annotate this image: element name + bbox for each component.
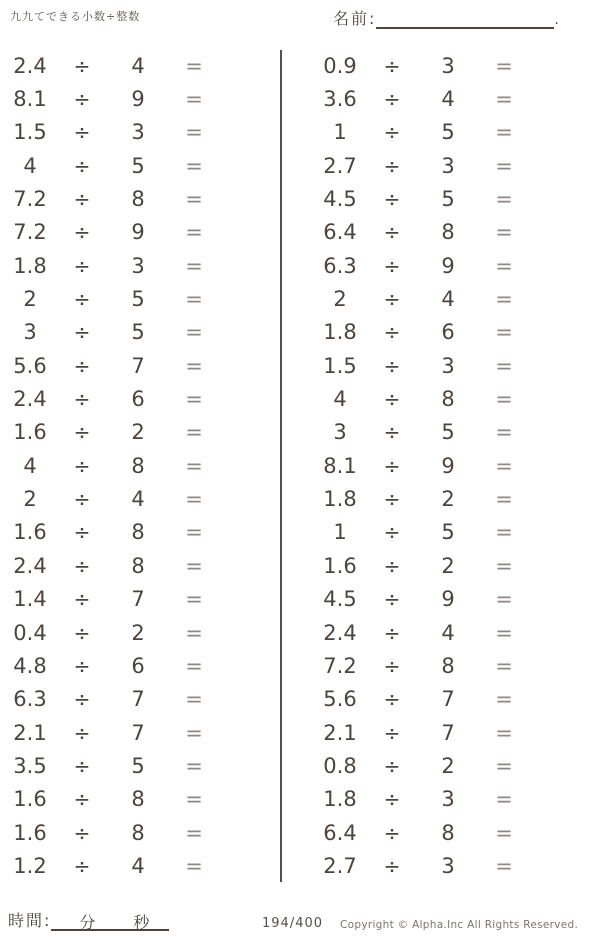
- problem-row: [316, 116, 532, 149]
- divide-sign: ÷: [383, 553, 401, 578]
- equals-sign: =: [185, 287, 203, 312]
- divisor: 8: [131, 187, 145, 212]
- dividend: 1.8: [323, 787, 357, 812]
- divide-sign: ÷: [383, 153, 401, 178]
- divisor: 4: [441, 287, 455, 312]
- equals-sign: =: [495, 87, 513, 112]
- problem-row: [6, 616, 222, 649]
- divisor: 2: [441, 487, 455, 512]
- divide-sign: ÷: [73, 153, 91, 178]
- problem-row: [316, 149, 532, 182]
- equals-sign: =: [495, 820, 513, 845]
- divide-sign: ÷: [73, 353, 91, 378]
- dividend: 6.3: [323, 253, 357, 278]
- dividend: 4.5: [323, 587, 357, 612]
- divide-sign: ÷: [73, 320, 91, 345]
- equals-sign: =: [495, 253, 513, 278]
- divide-sign: ÷: [383, 653, 401, 678]
- divisor: 6: [131, 387, 145, 412]
- divisor: 3: [441, 153, 455, 178]
- copyright-notice: Copyright © Alpha.Inc All Rights Reserved.: [340, 919, 579, 931]
- divide-sign: ÷: [383, 453, 401, 478]
- equals-sign: =: [185, 820, 203, 845]
- problem-row: [316, 583, 532, 616]
- divide-sign: ÷: [73, 520, 91, 545]
- equals-sign: =: [495, 187, 513, 212]
- divisor: 8: [131, 553, 145, 578]
- problem-row: [6, 716, 222, 749]
- divisor: 8: [131, 820, 145, 845]
- divide-sign: ÷: [73, 687, 91, 712]
- divide-sign: ÷: [73, 253, 91, 278]
- problem-row: [316, 249, 532, 282]
- equals-sign: =: [185, 720, 203, 745]
- problem-row: [6, 516, 222, 549]
- problem-row: [316, 516, 532, 549]
- dividend: 0.4: [13, 620, 47, 645]
- dividend: 7.2: [13, 187, 47, 212]
- dividend: 3.6: [323, 87, 357, 112]
- seconds-unit-label: 秒: [133, 913, 150, 932]
- problem-row: [6, 249, 222, 282]
- divide-sign: ÷: [383, 753, 401, 778]
- divisor: 3: [441, 353, 455, 378]
- dividend: 1.6: [323, 553, 357, 578]
- divide-sign: ÷: [73, 53, 91, 78]
- divide-sign: ÷: [383, 487, 401, 512]
- divisor: 4: [131, 53, 145, 78]
- problem-row: [316, 816, 532, 849]
- name-blank-line: [376, 10, 554, 29]
- dividend: 2.7: [323, 153, 357, 178]
- dividend: 2: [333, 287, 347, 312]
- equals-sign: =: [185, 53, 203, 78]
- dividend: 7.2: [13, 220, 47, 245]
- divide-sign: ÷: [383, 853, 401, 878]
- dividend: 2.1: [13, 720, 47, 745]
- problem-row: [6, 549, 222, 582]
- equals-sign: =: [185, 653, 203, 678]
- equals-sign: =: [185, 120, 203, 145]
- equals-sign: =: [495, 387, 513, 412]
- divide-sign: ÷: [383, 220, 401, 245]
- divide-sign: ÷: [383, 353, 401, 378]
- divide-sign: ÷: [383, 420, 401, 445]
- name-label: 名前:: [333, 9, 377, 28]
- divisor: 9: [441, 253, 455, 278]
- divisor: 8: [131, 453, 145, 478]
- divide-sign: ÷: [73, 587, 91, 612]
- divide-sign: ÷: [383, 320, 401, 345]
- equals-sign: =: [495, 787, 513, 812]
- divisor: 7: [441, 720, 455, 745]
- problem-row: [6, 316, 222, 349]
- problem-row: [6, 683, 222, 716]
- divisor: 3: [131, 253, 145, 278]
- problem-row: [6, 382, 222, 415]
- divide-sign: ÷: [73, 87, 91, 112]
- divisor: 2: [131, 620, 145, 645]
- divisor: 7: [131, 353, 145, 378]
- equals-sign: =: [185, 87, 203, 112]
- problem-row: [6, 749, 222, 782]
- page-number: 194/400: [262, 916, 324, 931]
- divide-sign: ÷: [73, 287, 91, 312]
- problem-row: [6, 849, 222, 882]
- dividend: 2.1: [323, 720, 357, 745]
- divisor: 3: [441, 53, 455, 78]
- equals-sign: =: [495, 120, 513, 145]
- problems-right: [316, 49, 532, 883]
- worksheet-title: 九九てできる小数÷整数: [10, 10, 141, 23]
- problem-row: [316, 616, 532, 649]
- problem-row: [316, 449, 532, 482]
- dividend: 4: [333, 387, 347, 412]
- divisor: 9: [131, 87, 145, 112]
- dividend: 1.8: [13, 253, 47, 278]
- divisor: 3: [131, 120, 145, 145]
- dividend: 0.9: [323, 53, 357, 78]
- equals-sign: =: [185, 687, 203, 712]
- divide-sign: ÷: [73, 853, 91, 878]
- problem-row: [316, 716, 532, 749]
- divisor: 5: [441, 187, 455, 212]
- divide-sign: ÷: [383, 520, 401, 545]
- dividend: 1.6: [13, 520, 47, 545]
- problem-row: [6, 416, 222, 449]
- problem-row: [6, 783, 222, 816]
- divide-sign: ÷: [383, 87, 401, 112]
- dividend: 8.1: [323, 453, 357, 478]
- equals-sign: =: [495, 587, 513, 612]
- equals-sign: =: [495, 753, 513, 778]
- divide-sign: ÷: [383, 620, 401, 645]
- dividend: 0.8: [323, 753, 357, 778]
- equals-sign: =: [185, 153, 203, 178]
- problem-row: [316, 749, 532, 782]
- divide-sign: ÷: [73, 620, 91, 645]
- problem-row: [6, 149, 222, 182]
- problem-row: [6, 583, 222, 616]
- problem-row: [316, 216, 532, 249]
- dividend: 2.4: [13, 387, 47, 412]
- divisor: 6: [131, 653, 145, 678]
- divisor: 8: [131, 520, 145, 545]
- time-block: [8, 908, 169, 931]
- divide-sign: ÷: [383, 587, 401, 612]
- divide-sign: ÷: [73, 820, 91, 845]
- equals-sign: =: [495, 853, 513, 878]
- dividend: 3.5: [13, 753, 47, 778]
- problem-row: [6, 49, 222, 82]
- problem-row: [316, 282, 532, 315]
- equals-sign: =: [185, 353, 203, 378]
- divide-sign: ÷: [73, 187, 91, 212]
- equals-sign: =: [495, 353, 513, 378]
- equals-sign: =: [495, 720, 513, 745]
- problem-row: [6, 116, 222, 149]
- equals-sign: =: [185, 487, 203, 512]
- equals-sign: =: [495, 420, 513, 445]
- dividend: 2: [23, 287, 37, 312]
- problem-row: [6, 349, 222, 382]
- dividend: 4.5: [323, 187, 357, 212]
- divisor: 2: [131, 420, 145, 445]
- equals-sign: =: [185, 420, 203, 445]
- divisor: 4: [131, 487, 145, 512]
- problem-row: [6, 449, 222, 482]
- dividend: 2.4: [323, 620, 357, 645]
- divide-sign: ÷: [383, 287, 401, 312]
- divisor: 5: [131, 153, 145, 178]
- dividend: 1.5: [13, 120, 47, 145]
- divide-sign: ÷: [73, 420, 91, 445]
- minutes-unit-label: 分: [79, 913, 96, 932]
- problem-row: [316, 649, 532, 682]
- divide-sign: ÷: [383, 120, 401, 145]
- dividend: 1.8: [323, 487, 357, 512]
- equals-sign: =: [185, 220, 203, 245]
- problem-row: [316, 683, 532, 716]
- dividend: 8.1: [13, 87, 47, 112]
- divisor: 8: [441, 220, 455, 245]
- equals-sign: =: [185, 787, 203, 812]
- divide-sign: ÷: [73, 487, 91, 512]
- problem-row: [6, 82, 222, 115]
- equals-sign: =: [185, 320, 203, 345]
- problem-row: [316, 382, 532, 415]
- divisor: 9: [441, 453, 455, 478]
- problem-row: [316, 349, 532, 382]
- divisor: 9: [441, 587, 455, 612]
- divisor: 5: [131, 287, 145, 312]
- divisor: 4: [441, 620, 455, 645]
- dividend: 1.6: [13, 820, 47, 845]
- divide-sign: ÷: [73, 787, 91, 812]
- divisor: 8: [441, 387, 455, 412]
- dividend: 1: [333, 520, 347, 545]
- divide-sign: ÷: [73, 720, 91, 745]
- dividend: 1.6: [13, 420, 47, 445]
- divisor: 7: [131, 720, 145, 745]
- divisor: 3: [441, 787, 455, 812]
- name-line-period: .: [554, 12, 559, 28]
- divisor: 5: [441, 420, 455, 445]
- dividend: 1.4: [13, 587, 47, 612]
- equals-sign: =: [185, 753, 203, 778]
- divisor: 5: [441, 120, 455, 145]
- equals-sign: =: [185, 253, 203, 278]
- divisor: 5: [441, 520, 455, 545]
- divisor: 7: [131, 687, 145, 712]
- divisor: 5: [131, 753, 145, 778]
- divisor: 4: [131, 853, 145, 878]
- dividend: 7.2: [323, 653, 357, 678]
- equals-sign: =: [185, 620, 203, 645]
- dividend: 1.5: [323, 353, 357, 378]
- dividend: 3: [333, 420, 347, 445]
- dividend: 4: [23, 453, 37, 478]
- equals-sign: =: [185, 853, 203, 878]
- divisor: 6: [441, 320, 455, 345]
- equals-sign: =: [185, 553, 203, 578]
- divide-sign: ÷: [383, 687, 401, 712]
- equals-sign: =: [495, 153, 513, 178]
- problem-row: [316, 82, 532, 115]
- problem-row: [316, 182, 532, 215]
- equals-sign: =: [185, 187, 203, 212]
- divide-sign: ÷: [73, 553, 91, 578]
- dividend: 2.7: [323, 853, 357, 878]
- divisor: 7: [441, 687, 455, 712]
- problems-left: [6, 49, 222, 883]
- equals-sign: =: [185, 587, 203, 612]
- problem-row: [316, 49, 532, 82]
- dividend: 5.6: [323, 687, 357, 712]
- problem-row: [6, 182, 222, 215]
- problem-row: [316, 783, 532, 816]
- divide-sign: ÷: [73, 120, 91, 145]
- problem-row: [316, 549, 532, 582]
- time-blank-line: [51, 910, 169, 931]
- divide-sign: ÷: [383, 787, 401, 812]
- equals-sign: =: [185, 453, 203, 478]
- equals-sign: =: [185, 387, 203, 412]
- divide-sign: ÷: [383, 253, 401, 278]
- dividend: 2.4: [13, 53, 47, 78]
- dividend: 5.6: [13, 353, 47, 378]
- equals-sign: =: [495, 653, 513, 678]
- dividend: 1.8: [323, 320, 357, 345]
- divisor: 3: [441, 853, 455, 878]
- problem-row: [316, 482, 532, 515]
- dividend: 1.2: [13, 853, 47, 878]
- problem-row: [6, 482, 222, 515]
- name-block: [333, 6, 559, 29]
- equals-sign: =: [495, 287, 513, 312]
- divide-sign: ÷: [73, 453, 91, 478]
- dividend: 4.8: [13, 653, 47, 678]
- divisor: 5: [131, 320, 145, 345]
- equals-sign: =: [495, 320, 513, 345]
- column-divider: [280, 50, 282, 882]
- equals-sign: =: [495, 453, 513, 478]
- divisor: 8: [131, 787, 145, 812]
- problem-row: [6, 216, 222, 249]
- problem-row: [316, 316, 532, 349]
- dividend: 6.4: [323, 820, 357, 845]
- divide-sign: ÷: [383, 53, 401, 78]
- time-label: 時間:: [8, 911, 52, 930]
- equals-sign: =: [185, 520, 203, 545]
- problem-row: [316, 849, 532, 882]
- divide-sign: ÷: [383, 387, 401, 412]
- divisor: 8: [441, 820, 455, 845]
- divide-sign: ÷: [73, 753, 91, 778]
- problem-row: [6, 649, 222, 682]
- divide-sign: ÷: [73, 653, 91, 678]
- divisor: 4: [441, 87, 455, 112]
- divisor: 2: [441, 753, 455, 778]
- equals-sign: =: [495, 620, 513, 645]
- problem-row: [6, 282, 222, 315]
- dividend: 6.4: [323, 220, 357, 245]
- divisor: 7: [131, 587, 145, 612]
- equals-sign: =: [495, 487, 513, 512]
- divide-sign: ÷: [383, 820, 401, 845]
- divisor: 8: [441, 653, 455, 678]
- equals-sign: =: [495, 53, 513, 78]
- equals-sign: =: [495, 553, 513, 578]
- equals-sign: =: [495, 220, 513, 245]
- dividend: 1.6: [13, 787, 47, 812]
- problem-row: [6, 816, 222, 849]
- equals-sign: =: [495, 520, 513, 545]
- divisor: 9: [131, 220, 145, 245]
- problem-row: [316, 416, 532, 449]
- dividend: 4: [23, 153, 37, 178]
- dividend: 6.3: [13, 687, 47, 712]
- divisor: 2: [441, 553, 455, 578]
- dividend: 3: [23, 320, 37, 345]
- equals-sign: =: [495, 687, 513, 712]
- divide-sign: ÷: [73, 387, 91, 412]
- divide-sign: ÷: [73, 220, 91, 245]
- dividend: 1: [333, 120, 347, 145]
- dividend: 2: [23, 487, 37, 512]
- divide-sign: ÷: [383, 187, 401, 212]
- dividend: 2.4: [13, 553, 47, 578]
- divide-sign: ÷: [383, 720, 401, 745]
